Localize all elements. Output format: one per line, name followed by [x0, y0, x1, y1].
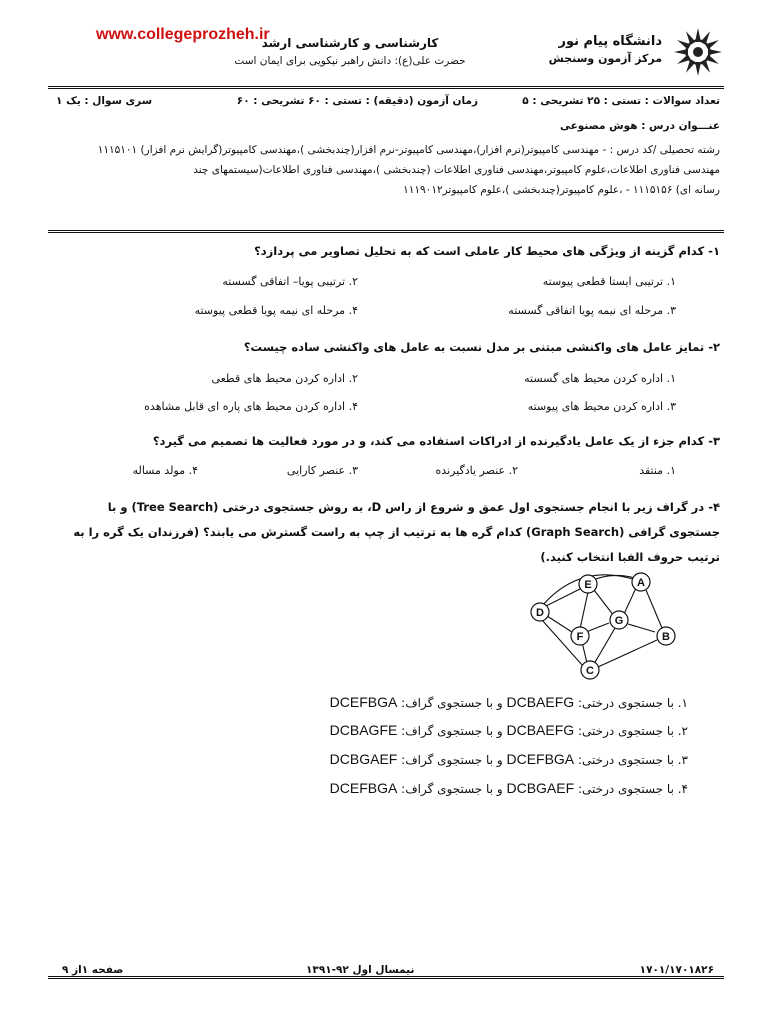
q2-option-2[interactable]: ۲. اداره کردن محیط های قطعی: [211, 372, 358, 385]
graph-node-b: B: [662, 631, 670, 643]
motto: حضرت علی(ع): دانش راهبر نیکویی برای ایمان است: [234, 55, 466, 67]
exam-level: کارشناسی و کارشناسی ارشد: [261, 36, 439, 50]
question-4-line-2: جستجوی گرافی (Graph Search) کدام گره ها به ترتیب از چپ به راست گسترش می یابند؟ (فرزندان یک گره را به: [73, 525, 720, 539]
question-3-text: ۳- کدام جزء از یک عامل یادگیرنده از ادراکات استفاده می کند، و در مورد فعالیت ها تصمیم می گیرد؟: [152, 434, 720, 448]
q1-option-1[interactable]: ۱. ترتیبی ایستا قطعی پیوسته: [542, 275, 676, 288]
q4-option-1-mid: و با جستجوی گراف:: [401, 696, 503, 710]
q2-option-3[interactable]: ۳. اداره کردن محیط های پیوسته: [527, 400, 676, 413]
q3-option-4[interactable]: ۴. مولد مساله: [132, 464, 198, 477]
q4-option-4-graph: DCEFBGA: [329, 780, 398, 796]
q1-option-3[interactable]: ۳. مرحله ای نیمه پویا اتفاقی گسسته: [508, 304, 676, 317]
question-4-line-1: ۴- در گراف زیر با انجام جستجوی اول عمق و شروع از راس D، به روش جستجوی درختی (Tree Search) و با: [107, 500, 720, 514]
course-title: عنـــوان درس : هوش مصنوعی: [560, 120, 720, 132]
q4-option-3[interactable]: [330, 751, 688, 767]
q4-option-1-tree: DCBAEFG: [506, 694, 575, 710]
q4-option-2[interactable]: [330, 722, 688, 738]
question-1-text: ۱- کدام گزینه از ویژگی های محیط کار عاملی است که به تحلیل تصاویر می پردازد؟: [254, 244, 720, 258]
q4-option-4-label: ۴. با جستجوی درختی:: [577, 782, 688, 796]
graph-node-a: A: [637, 577, 645, 589]
exam-time: زمان آزمون (دقیقه) : تستی : ۶۰ تشریحی : ۶۰: [236, 95, 478, 107]
question-series: سری سوال : یک ۱: [56, 95, 153, 107]
q4-option-3-graph: DCBGAEF: [329, 751, 398, 767]
q3-option-2[interactable]: ۲. عنصر یادگیرنده: [435, 464, 518, 477]
question-4-line-3: ترتیب حروف الفبا انتخاب کنید.): [540, 550, 720, 564]
graph-node-f: F: [576, 631, 584, 643]
q4-option-2-graph: DCBAGFE: [329, 722, 398, 738]
info-divider: [48, 230, 724, 233]
q4-option-2-mid: و با جستجوی گراف:: [401, 724, 503, 738]
q4-option-3-tree: DCEFBGA: [506, 751, 575, 767]
question-2-text: ۲- تمایز عامل های واکنشی مبتنی بر مدل نسبت به عامل های واکنشی ساده چیست؟: [243, 340, 720, 354]
q4-option-1[interactable]: [330, 694, 688, 710]
university-logo-icon: [672, 26, 724, 78]
graph-node-g: G: [614, 615, 624, 627]
q4-option-4-tree: DCBGAEF: [506, 780, 575, 796]
field-line-2: مهندسی فناوری اطلاعات،علوم کامپیوتر،مهندسی فناوری اطلاعات (چندبخشی )،مهندسی فناوری اطلاعات(سیستمهای چند: [193, 164, 720, 176]
university-name: دانشگاه پیام نور: [558, 34, 662, 49]
search-graph-diagram: [520, 568, 686, 684]
footer-semester: نیمسال اول ۹۲-۱۳۹۱: [300, 964, 420, 976]
q4-option-2-tree: DCBAEFG: [506, 722, 575, 738]
question-count: تعداد سوالات : تستی : ۲۵ تشریحی : ۵: [522, 95, 720, 107]
q4-option-1-graph: DCEFBGA: [329, 694, 398, 710]
footer-code: ۱۷۰۱/۱۷۰۱۸۲۶: [634, 964, 720, 976]
q4-option-2-label: ۲. با جستجوی درختی:: [577, 724, 688, 738]
graph-node-c: C: [586, 665, 594, 677]
header-divider: [48, 86, 724, 89]
q4-option-3-label: ۳. با جستجوی درختی:: [577, 753, 688, 767]
field-line-1: رشته تحصیلی /کد درس : - مهندسی کامپیوتر(نرم افزار)،مهندسی کامپیوتر-نرم افزار(چندبخشی )،مهندسی کامپیوتر(گرایش نرم افزار) ۱۱۱۵۱۰۱: [97, 144, 720, 156]
q1-option-2[interactable]: ۲. ترتیبی پویا– اتفاقی گسسته: [222, 275, 358, 288]
q4-option-4[interactable]: [330, 780, 688, 796]
footer-page: صفحه ۱از ۹: [56, 964, 129, 976]
q3-option-3[interactable]: ۳. عنصر کارایی: [286, 464, 358, 477]
graph-node-d: D: [536, 607, 544, 619]
q3-option-1[interactable]: ۱. منتقد: [639, 464, 676, 477]
q1-option-4[interactable]: ۴. مرحله ای نیمه پویا قطعی پیوسته: [194, 304, 358, 317]
center-name: مرکز آزمون وسنجش: [548, 52, 662, 65]
q2-option-1[interactable]: ۱. اداره کردن محیط های گسسته: [524, 372, 676, 385]
footer-rule: [48, 976, 724, 979]
field-line-3: رسانه ای) ۱۱۱۵۱۵۶ - ،علوم کامپیوتر(چندبخشی )،علوم کامپیوتر۱۱۱۹۰۱۲: [403, 184, 720, 196]
q4-option-4-mid: و با جستجوی گراف:: [401, 782, 503, 796]
graph-node-e: E: [584, 579, 592, 591]
website-url[interactable]: www.collegeprozheh.ir: [96, 26, 270, 43]
q2-option-4[interactable]: ۴. اداره کردن محیط های پاره ای قابل مشاهده: [144, 400, 358, 413]
q4-option-1-label: ۱. با جستجوی درختی:: [577, 696, 688, 710]
q4-option-3-mid: و با جستجوی گراف:: [401, 753, 503, 767]
